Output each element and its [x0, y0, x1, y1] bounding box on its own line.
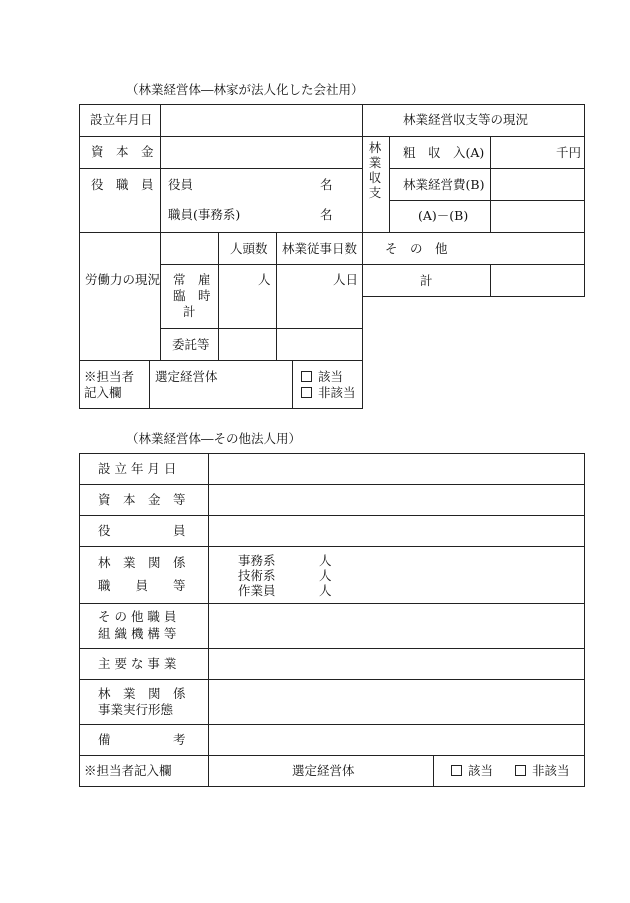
applicable-checkbox[interactable]: [301, 371, 312, 382]
technical-staff-unit: 人: [319, 568, 332, 583]
s2-not-applicable-option[interactable]: [515, 763, 570, 779]
grid-line: [79, 515, 584, 516]
grid-line: [79, 408, 362, 409]
grid-line: [160, 104, 161, 360]
establishment-date-label: 設立年月日: [90, 112, 153, 127]
s2-applicable-label: 該当: [468, 763, 494, 778]
officers-name-unit: 名: [320, 177, 333, 192]
regular-employment-label: 常 雇: [173, 272, 211, 287]
finance-vertical-char: 林: [368, 140, 382, 155]
s2-forestry-staff-line1: 林 業 関 係: [98, 555, 186, 570]
staff-name-unit: 名: [320, 207, 333, 222]
gross-income-label: 粗 収 入(A): [403, 145, 485, 160]
grid-line: [79, 360, 362, 361]
s2-business-form-line1: 林 業 関 係: [98, 686, 186, 701]
grid-line: [79, 232, 584, 233]
workers-unit: 人: [319, 583, 332, 598]
grid-line: [292, 360, 293, 408]
technical-staff-label: 技術系: [238, 568, 276, 583]
selected-entity-label: 選定経営体: [155, 369, 218, 384]
expenses-label: 林業経営費(B): [403, 177, 485, 192]
s2-staff-note: ※担当者記入欄: [84, 763, 172, 778]
s2-establishment-date-label: 設 立 年 月 日: [98, 461, 177, 476]
office-staff-unit: 人: [319, 553, 332, 568]
staff-note-line1: ※担当者: [84, 369, 135, 384]
other-total-label: 計: [420, 273, 433, 288]
section1-heading: （林業経営体―林家が法人化した会社用）: [126, 82, 364, 97]
difference-label: (A)－(B): [418, 208, 469, 223]
grid-line: [208, 453, 209, 787]
s2-remarks-label: 備 考: [98, 732, 186, 747]
grid-line: [79, 786, 584, 787]
consignment-label: 委託等: [172, 337, 210, 352]
grid-line: [79, 679, 584, 680]
grid-line: [79, 104, 584, 105]
grid-line: [389, 136, 390, 232]
s2-other-staff-line2: 組 織 機 構 等: [98, 626, 177, 641]
grid-line: [79, 755, 584, 756]
finance-vertical-char: 業: [368, 155, 382, 170]
grid-line: [584, 453, 585, 787]
grid-line: [362, 104, 363, 409]
s2-other-staff-line1: そ の 他 職 員: [98, 609, 177, 624]
grid-line: [79, 136, 584, 137]
labor-status-label: 労働力の現況: [85, 272, 161, 287]
grid-line: [490, 264, 491, 296]
grid-line: [389, 168, 584, 169]
finance-vertical-char: 収: [368, 170, 382, 185]
grid-line: [276, 232, 277, 360]
not-applicable-option[interactable]: [301, 385, 356, 401]
person-day-unit: 人日: [333, 272, 359, 287]
finance-vertical-char: 支: [368, 185, 382, 200]
finance-header: 林業経営収支等の現況: [403, 112, 529, 127]
grid-line: [79, 484, 584, 485]
s2-selected-entity-label: 選定経営体: [292, 763, 355, 778]
officers-line-label: 役員: [168, 177, 194, 192]
other-header: そ の 他: [385, 241, 448, 256]
capital-label: 資 本 金: [91, 144, 154, 159]
grid-line: [160, 264, 584, 265]
headcount-header: 人頭数: [230, 241, 268, 256]
s2-forestry-staff-line2: 職 員 等: [98, 578, 186, 593]
grid-line: [79, 648, 584, 649]
not-applicable-checkbox[interactable]: [301, 387, 312, 398]
person-unit: 人: [258, 272, 271, 287]
applicable-label: 該当: [318, 369, 344, 384]
workers-label: 作業員: [238, 583, 276, 598]
grid-line: [79, 104, 80, 409]
s2-applicable-checkbox[interactable]: [451, 765, 462, 776]
s2-not-applicable-label: 非該当: [532, 763, 570, 778]
s2-not-applicable-checkbox[interactable]: [515, 765, 526, 776]
officers-label: 役 職 員: [91, 177, 154, 192]
workdays-header: 林業従事日数: [282, 241, 358, 256]
staff-note-line2: 記入欄: [84, 385, 122, 400]
grid-line: [79, 168, 362, 169]
grid-line: [389, 200, 584, 201]
grid-line: [79, 546, 584, 547]
s2-capital-label: 資 本 金 等: [98, 492, 186, 507]
grid-line: [160, 328, 362, 329]
grid-line: [79, 724, 584, 725]
grid-line: [79, 603, 584, 604]
grid-line: [218, 232, 219, 360]
grid-line: [584, 104, 585, 297]
grid-line: [79, 453, 584, 454]
s2-business-form-line2: 事業実行形態: [98, 702, 174, 717]
grid-line: [433, 755, 434, 787]
applicable-option[interactable]: [301, 369, 343, 385]
office-staff-label: 事務系: [238, 553, 276, 568]
grid-line: [362, 296, 584, 297]
temporary-employment-label: 臨 時: [173, 288, 211, 303]
grid-line: [490, 136, 491, 232]
s2-main-business-label: 主 要 な 事 業: [98, 656, 177, 671]
currency-unit: 千円: [556, 145, 582, 160]
staff-line-label: 職員(事務系): [168, 207, 241, 222]
grid-line: [79, 453, 80, 787]
finance-vertical-label: [368, 140, 382, 200]
section2-heading: （林業経営体―その他法人用）: [126, 431, 302, 446]
s2-applicable-option[interactable]: [451, 763, 493, 779]
not-applicable-label: 非該当: [318, 385, 356, 400]
s2-officers-label: 役 員: [98, 523, 186, 538]
row-total-label: 計: [183, 304, 196, 319]
grid-line: [149, 360, 150, 408]
